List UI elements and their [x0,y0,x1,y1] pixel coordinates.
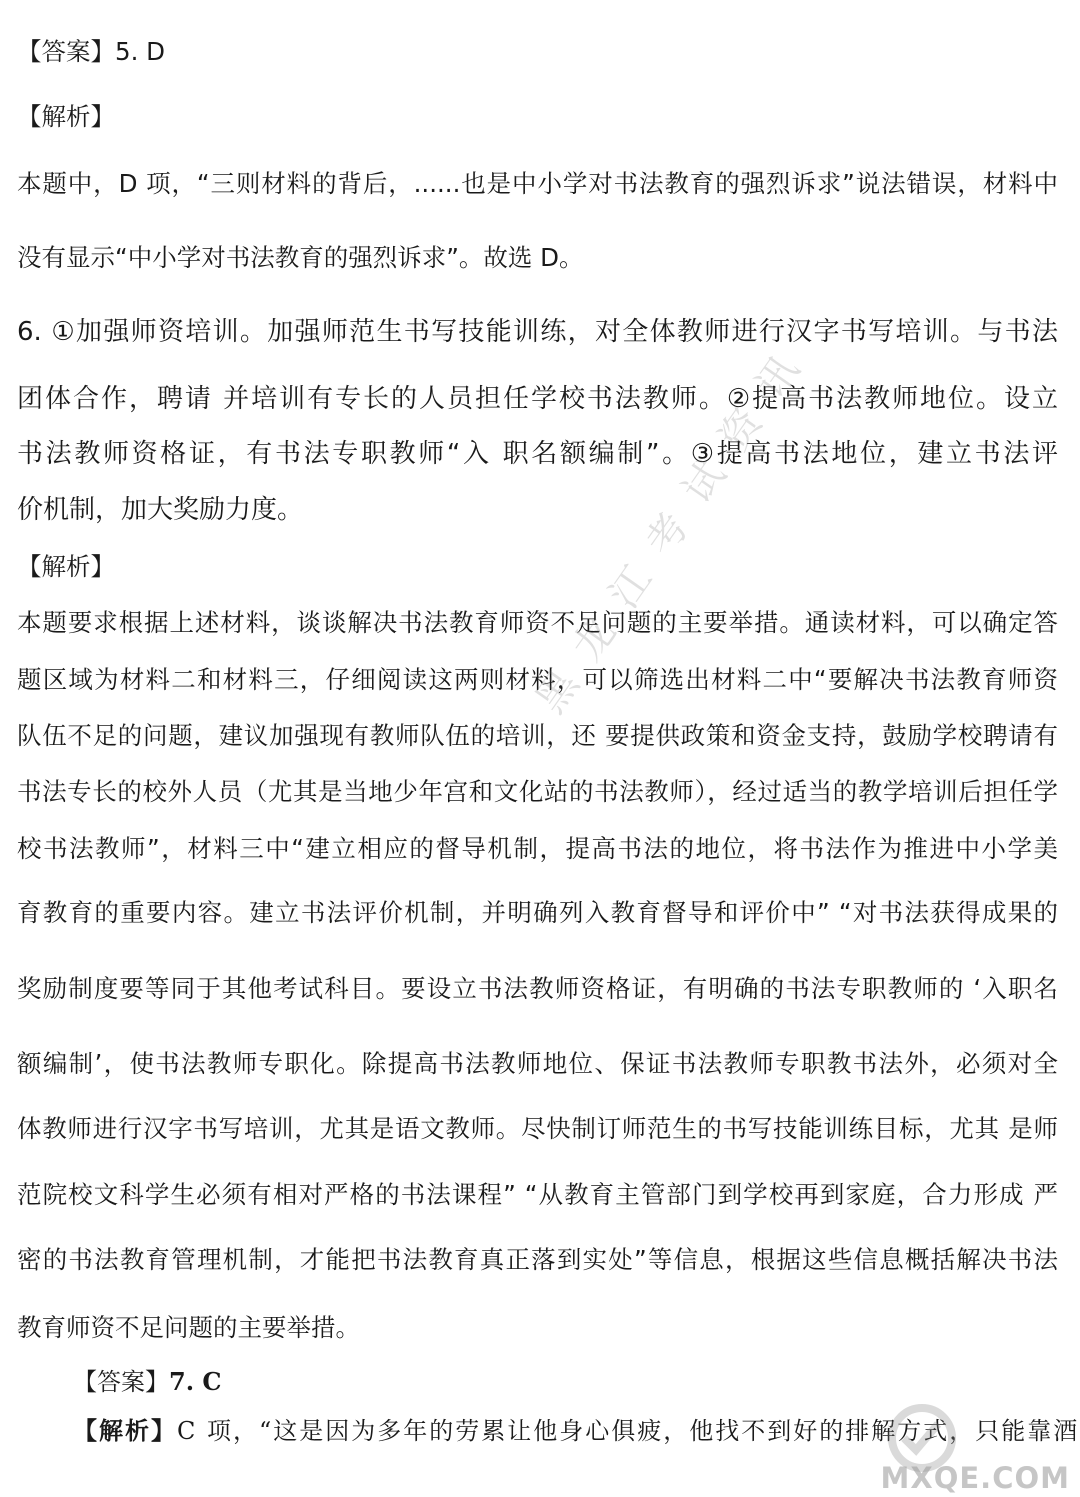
watermark-text: 黑龙江考试资讯 [527,328,823,722]
q6-analysis-heading: 【解析】 [17,552,115,581]
q7-analysis-text: C 项，“这是因为多年的劳累让他身心俱疲，他找不到好的排解方式，只能靠酒 [177,1417,1080,1445]
q6-analysis-line: 校书法教师”，材料三中“建立相应的督导机制，提高书法的地位，将书法作为推进中小学美 [17,834,1058,863]
q6-analysis-line: 育教育的重要内容。建立书法评价机制，并明确列入教育督导和评价中” “对书法获得成果的 [17,898,1058,927]
q6-answer-line: 价机制，加大奖励力度。 [17,495,304,525]
q7-answer-label: 【答案】 [73,1368,169,1396]
q6-analysis-line: 教育师资不足问题的主要举措。 [17,1313,360,1342]
q6-analysis-line: 范院校文科学生必须有相对严格的书法课程” “从教育主管部门到学校再到家庭，合力形成 严 [17,1180,1058,1209]
q6-analysis-line: 书法专长的校外人员（尤其是当地少年宫和文化站的书法教师），经过适当的教学培训后担任学 [17,777,1058,806]
q6-answer-line: 书法教师资格证，有书法专职教师“入 职名额编制”。③提高书法地位，建立书法评 [17,439,1058,469]
q6-analysis-line: 队伍不足的问题，建议加强现有教师队伍的培训，还 要提供政策和资金支持，鼓励学校聘请有 [17,721,1058,750]
q6-answer-line: 6. ①加强师资培训。加强师范生书写技能训练，对全体教师进行汉字书写培训。与书法 [17,317,1058,347]
site-domain: MXQE.COM [880,1461,1070,1495]
q7-analysis-label: 【解析】 [73,1416,177,1445]
q6-analysis-line: 体教师进行汉字书写培训，尤其是语文教师。尽快制订师范生的书写技能训练目标，尤其 是师 [17,1114,1058,1143]
q5-answer: 【答案】5. D [17,37,166,66]
q6-analysis-line: 奖励制度要等同于其他考试科目。要设立书法教师资格证，有明确的书法专职教师的 ‘入职名 [17,974,1058,1003]
q5-analysis-line: 没有显示“中小学对书法教育的强烈诉求”。故选 D。 [17,243,584,272]
q6-analysis-line: 额编制’，使书法教师专职化。除提高书法教师地位、保证书法教师专职教书法外，必须对全 [17,1049,1058,1078]
q5-analysis-heading: 【解析】 [17,102,115,131]
q6-answer-line: 团体合作，聘请 并培训有专长的人员担任学校书法教师。②提高书法教师地位。设立 [17,384,1058,414]
q5-analysis-line: 本题中，D 项，“三则材料的背后，......也是中小学对书法教育的强烈诉求”说法错误，材料中 [17,169,1058,198]
q6-analysis-line: 密的书法教育管理机制，才能把书法教育真正落到实处”等信息，根据这些信息概括解决书法 [17,1245,1058,1274]
q6-analysis-line: 本题要求根据上述材料，谈谈解决书法教育师资不足问题的主要举措。通读材料，可以确定答 [17,608,1058,637]
q6-analysis-line: 题区域为材料二和材料三，仔细阅读这两则材料，可以筛选出材料二中“要解决书法教育师资 [17,665,1058,694]
q7-answer-value: 7. C [169,1367,222,1396]
